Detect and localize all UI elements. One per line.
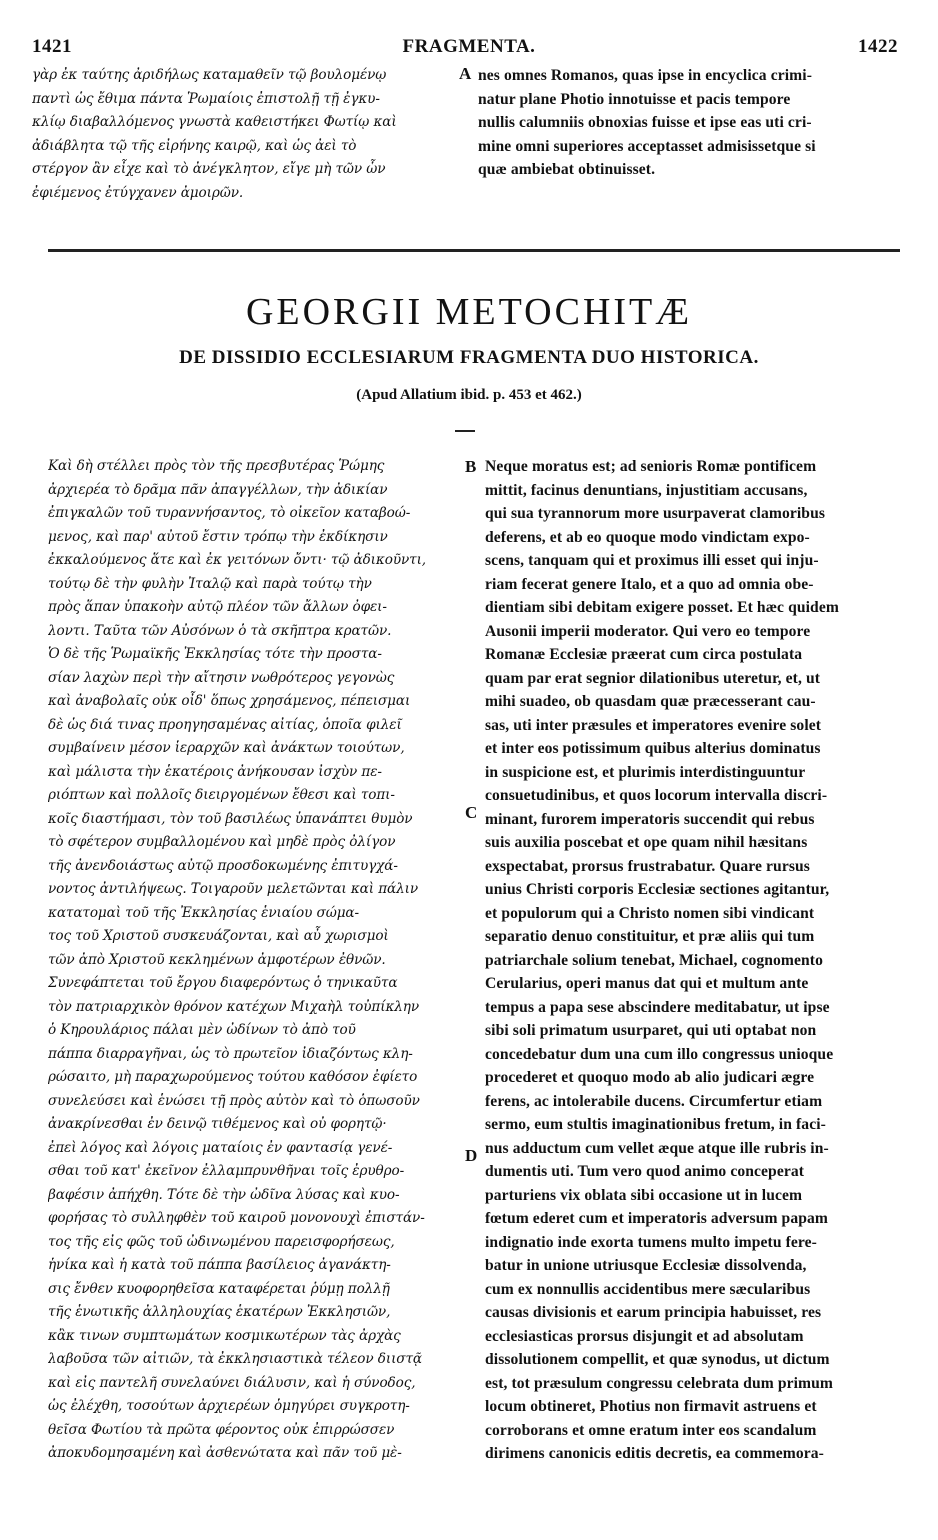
latin-text-line: tempus a papa sese abscindere meditabatur, ut ipse bbox=[485, 998, 830, 1016]
greek-text-line: καὶ μάλιστα τὴν ἑκατέροις ἀνήκουσαν ἰσχὺν πε- bbox=[48, 763, 382, 780]
latin-text-line: dissolutionem compellit, et quæ synodus, ut dictum bbox=[485, 1351, 830, 1368]
latin-text-line: et inter eos potissimum quibus alterius dominatus bbox=[485, 740, 821, 757]
greek-text-line: κλίῳ διαβαλλόμενος γνωστὰ καθειστήκει Φωτίῳ καὶ bbox=[32, 114, 397, 130]
latin-text-line: scens, tanquam qui et proximus illi esset qui inju- bbox=[485, 552, 819, 569]
latin-text-line: ferens, ac intolerabile ducens. Circumfertur etiam bbox=[485, 1092, 823, 1110]
greek-text-line: ἀδιάβλητα τῷ τῆς εἰρήνης καιρῷ, καὶ ὡς ἀεὶ τὸ bbox=[32, 137, 357, 154]
greek-text-line: ἀνακρίνεσθαι ἐν δεινῷ τιθέμενος καὶ οὐ φορητῷ· bbox=[48, 1116, 387, 1132]
greek-text-line: σις ἔνθεν κυοφορηθεῖσα καταφέρεται ῥύμῃ πολλῇ bbox=[48, 1280, 390, 1297]
greek-text-line: Ὁ δὲ τῆς Ῥωμαϊκῆς Ἐκκλησίας τότε τὴν προστα- bbox=[48, 646, 382, 662]
greek-text-line: βαφέσιν ἀπήχθη. Τότε δὲ τὴν ὠδῖνα λύσας καὶ κυο- bbox=[48, 1186, 400, 1203]
latin-text-line: quæ ambiebat obtinuisset. bbox=[478, 161, 656, 178]
greek-text-line: καὶ ἀναβολαῖς οὐκ οἶδ' ὅπως χρησάμενος, πέπεισμαι bbox=[48, 693, 411, 709]
greek-text-line: πρὸς ἅπαν ὑπακοὴν αὐτῷ πλέον τῶν ἄλλων ὀφει- bbox=[48, 599, 387, 615]
greek-text-line: κἂκ τινων συμπτωμάτων κοσμικωτέρων τὰς ἀρχὰς bbox=[48, 1327, 401, 1344]
section-divider-rule bbox=[48, 249, 900, 252]
greek-text-line: στέργον ἂν εἶχε καὶ τὸ ἀνέγκλητον, εἴγε μὴ τῶν ὧν bbox=[32, 161, 386, 177]
greek-text-line: παντὶ ὡς ἔθιμα πάντα Ῥωμαίοις ἐπιστολῇ τῇ ἐγκυ- bbox=[32, 90, 380, 107]
greek-text-line: τούτῳ δὲ τὴν φυλὴν Ἰταλῷ καὶ παρὰ τούτῳ τὴν bbox=[48, 575, 372, 592]
greek-text-line: ἐφιέμενος ἐτύγχανεν ἀμοιρῶν. bbox=[32, 184, 244, 201]
running-title: FRAGMENTA. bbox=[402, 36, 536, 57]
latin-text-line: minant, furorem imperatoris succendit qui rebus bbox=[485, 810, 815, 828]
latin-text-line: dumentis uti. Tum vero quod animo conceperat bbox=[485, 1163, 805, 1180]
latin-text-line: consuetudinibus, et quos locorum intervalla discri- bbox=[485, 787, 828, 804]
greek-text-line: κοῖς διαστήμασι, τὸν τοῦ βασιλέως ὑπανάπτει θυμὸν bbox=[48, 810, 413, 827]
latin-text-line: mine omni superiores acceptasset admisissetque si bbox=[478, 137, 816, 155]
latin-text-line: mittit, facinus denuntians, injustitiam accusans, bbox=[485, 481, 808, 499]
greek-text-line: ἐκκαλούμενος ἅτε καὶ ἐκ γειτόνων ὄντι· τῷ ἀδικοῦντι, bbox=[48, 552, 427, 568]
greek-text-line: καὶ εἰς παντελῆ συνελαύνει διάλυσιν, καὶ ἡ σύνοδος, bbox=[48, 1374, 416, 1391]
latin-text-line: Cerularius, operi manus dat qui et multum ante bbox=[485, 975, 809, 992]
greek-text-line: δὲ ὡς διά τινας προηγησαμένας αἰτίας, ὁποῖα φιλεῖ bbox=[48, 716, 402, 733]
body-latin-column bbox=[485, 455, 905, 1466]
work-subtitle: DE DISSIDIO ECCLESIARUM FRAGMENTA DUO HISTORICA. bbox=[179, 347, 759, 368]
latin-text-line: cum ex nonnullis accidentibus mere sæcularibus bbox=[485, 1280, 811, 1298]
latin-text-line: suis auxilia poscebat et ope quam nihil hæsitans bbox=[485, 834, 808, 851]
greek-text-line: ἐπεὶ λόγος καὶ λόγοις ματαίοις ἐν φαντασίᾳ γενέ- bbox=[48, 1139, 393, 1156]
title-dash bbox=[455, 430, 475, 432]
section-marker-b: B bbox=[465, 457, 477, 476]
latin-text-line: nus adductum cum vellet æque atque ille rubris in- bbox=[485, 1139, 829, 1157]
latin-text-line: Neque moratus est; ad senioris Romæ pontificem bbox=[485, 458, 817, 475]
latin-text-line: batur in unione utriusque Ecclesiæ dissolvenda, bbox=[485, 1257, 807, 1274]
greek-text-line: ριόπτων καὶ πολλοῖς διειργομένων ἔθεσι καὶ τοπι- bbox=[48, 787, 395, 803]
section-marker-c: C bbox=[465, 803, 478, 822]
greek-text-line: ὁ Κηρουλάριος πάλαι μὲν ὠδίνων τὸ ἀπὸ τοῦ bbox=[48, 1022, 356, 1038]
latin-text-line: dientiam sibi debitam exigere posset. Et hæc quidem bbox=[485, 599, 839, 616]
latin-text-line: in suspicione est, et plurimis interdistinguuntur bbox=[485, 763, 806, 781]
latin-text-line: separatio denuo constituitur, et præ aliis qui tum bbox=[485, 928, 815, 945]
greek-text-line: ἐπιγκαλῶν τοῦ τυραννήσαντος, τὸ οἰκεῖον καταβοώ- bbox=[48, 505, 411, 521]
latin-text-line: riam fecerat genere Italo, et a quo ad omnia obe- bbox=[485, 575, 814, 593]
greek-text-line: τῆς ἀνενδοιάστως αὐτῷ προσδοκωμένης ἐπιτυγχά- bbox=[48, 857, 398, 874]
greek-text-line: τος τοῦ Χριστοῦ συσκευάζονται, καὶ αὖ χωρισμοὶ bbox=[48, 928, 389, 944]
latin-text-line: sermo, eum stultis imaginationibus fretum, in faci- bbox=[485, 1116, 826, 1133]
greek-text-line: τὸν πατριαρχικὸν θρόνον κατέχων Μιχαὴλ τοὐπίκλην bbox=[48, 998, 419, 1015]
greek-text-line: ἡνίκα καὶ ἡ κατὰ τοῦ πάππα βασίλειος ἀγανάκτη- bbox=[48, 1257, 391, 1273]
latin-text-line: natur plane Photio innotuisse et pacis tempore bbox=[478, 90, 791, 108]
greek-text-line: φορήσας τὸ συλληφθὲν τοῦ καιροῦ μονονουχὶ ἐπιστάν- bbox=[48, 1210, 425, 1226]
greek-text-line: τῶν ἀπὸ Χριστοῦ κεκλημένων ἀμφοτέρων ἐθνῶν. bbox=[48, 951, 386, 968]
greek-text-line: θεῖσα Φωτίου τὰ πρῶτα φέροντος οὐκ ἐπιρρώσσεν bbox=[48, 1421, 395, 1438]
latin-text-line: sibi soli primatum usurparet, qui uti optabat non bbox=[485, 1022, 817, 1039]
greek-text-line: σθαι τοῦ κατ' ἐκεῖνον ἐλλαμπρυνθῆναι τοῖς ἐρυθρο- bbox=[48, 1163, 405, 1179]
greek-text-line: κατατομαὶ τοῦ τῆς Ἐκκλησίας ἑνιαίου σώμα- bbox=[48, 904, 359, 921]
latin-text-line: Romanæ Ecclesiæ præerat cum circa postulata bbox=[485, 646, 803, 663]
latin-text-line: nullis calumniis obnoxias fuisse et ipse eas uti cri- bbox=[478, 114, 812, 131]
greek-text-line: γὰρ ἐκ ταύτης ἀριδήλως καταμαθεῖν τῷ βουλομένῳ bbox=[32, 67, 387, 83]
latin-text-line: qui sua tyrannorum more usurpaverat clamoribus bbox=[485, 505, 826, 522]
source-citation: (Apud Allatium ibid. p. 453 et 462.) bbox=[356, 387, 582, 403]
greek-text-line: συμβαίνειν μέσον ἱεραρχῶν καὶ ἀνάκτων τοιούτων, bbox=[48, 740, 405, 756]
latin-text-line: fœtum ederet cum et imperatoris adversum papam bbox=[485, 1210, 828, 1227]
latin-text-line: procederet et quoquo modo ab alio judicari ægre bbox=[485, 1069, 815, 1086]
greek-text-line: λαβοῦσα τῶν αἰτιῶν, τὰ ἐκκλησιαστικὰ τέλεον διιστᾷ bbox=[48, 1351, 422, 1367]
greek-text-line: μενος, καὶ παρ' αὐτοῦ ἔστιν τρόπῳ τὴν ἐκδίκησιν bbox=[48, 528, 388, 545]
greek-text-line: συνελεύσει καὶ ἑνώσει τῇ πρὸς αὐτὸν καὶ τὸ ὁπωσοῦν bbox=[48, 1092, 420, 1109]
greek-text-line: Συνεφάπτεται τοῦ ἔργου διαφερόντως ὁ τηνικαῦτα bbox=[48, 975, 398, 991]
page-number-left: 1421 bbox=[32, 36, 72, 57]
greek-text-line: ὡς ἐλέχθη, τοσούτων ἀρχιερέων ὁμηγύρει συγκροτη- bbox=[48, 1398, 410, 1414]
latin-text-line: nes omnes Romanos, quas ipse in encyclica crimi- bbox=[478, 67, 812, 84]
latin-text-line: deferens, et ab eo quoque modo vindictam expo- bbox=[485, 528, 810, 546]
latin-text-line: locum obtineret, Photius non firmavit astruens et bbox=[485, 1398, 817, 1415]
latin-text-line: unius Christi corporis Ecclesiæ sectiones agitantur, bbox=[485, 881, 830, 898]
latin-text-line: est, tot præsulum congressu celebrata dum primum bbox=[485, 1374, 833, 1392]
greek-text-line: νοντος ἀντιλήψεως. Τοιγαροῦν μελετῶνται καὶ πάλιν bbox=[48, 881, 419, 897]
latin-text-line: dirimens canonicis editis decretis, ea commemora- bbox=[485, 1445, 824, 1462]
work-title: GEORGII METOCHITÆ bbox=[245, 291, 693, 333]
greek-text-line: τὸ σφέτερον συμβαλλομένου καὶ μηδὲ πρὸς ὀλίγον bbox=[48, 834, 396, 850]
section-marker-d: D bbox=[465, 1146, 478, 1165]
greek-text-line: ρώσαιτο, μὴ παραχωρούμενος τούτου καθόσον ἐφίετο bbox=[48, 1069, 418, 1085]
latin-text-line: causas divisionis et earum principia habuisset, res bbox=[485, 1304, 822, 1321]
section-marker-a: A bbox=[459, 64, 472, 83]
greek-text-line: τος τῆς εἰς φῶς τοῦ ὠδινωμένου παρεισφορήσεως, bbox=[48, 1233, 395, 1250]
latin-text-line: indignatio inde exorta tumens multo impetu fere- bbox=[485, 1233, 817, 1251]
latin-text-line: quam par erat segnior dilationibus uteretur, et, ut bbox=[485, 669, 821, 687]
latin-text-line: concedebatur dum una cum illo congressus unioque bbox=[485, 1045, 834, 1063]
latin-text-line: ecclesiasticas prorsus disjungit et ad absolutam bbox=[485, 1327, 804, 1345]
top-greek-column bbox=[32, 64, 458, 205]
latin-text-line: et populorum qui a Christo nomen sibi vindicant bbox=[485, 904, 815, 922]
latin-text-line: mihi suadeo, ob quasdam quæ præcesserant cau- bbox=[485, 693, 816, 710]
latin-text-line: exspectabat, prorsus frustrabatur. Quare rursus bbox=[485, 857, 810, 875]
greek-text-line: ἀρχιερέα τὸ δρᾶμα πᾶν ἀπαγγέλλων, τὴν ἀδικίαν bbox=[48, 481, 388, 498]
latin-text-line: Ausonii imperii moderator. Qui vero eo tempore bbox=[485, 622, 811, 640]
page-number-right: 1422 bbox=[858, 36, 898, 57]
greek-text-line: ἀποκυδομησαμένη καὶ ἀσθενώτατα καὶ πᾶν τοῦ μὲ- bbox=[48, 1445, 402, 1461]
latin-text-line: corroborans et omne eratum inter eos scandalum bbox=[485, 1421, 817, 1439]
latin-text-line: sas, uti inter præsules et imperatores evenire solet bbox=[485, 716, 822, 734]
latin-text-line: patriarchale solium tenebat, Michael, cognomento bbox=[485, 951, 824, 969]
greek-text-line: πάππα διαρραγῆναι, ὡς τὸ πρωτεῖον ἰδιαζόντως κλη- bbox=[48, 1045, 413, 1062]
greek-text-line: σίαν λαχὼν περὶ τὴν αἴτησιν νωθρότερος γεγονὼς bbox=[48, 669, 395, 686]
greek-text-line: Καὶ δὴ στέλλει πρὸς τὸν τῆς πρεσβυτέρας Ῥώμης bbox=[48, 458, 385, 474]
latin-text-line: parturiens vix oblata sibi occasione ut in lucem bbox=[485, 1186, 803, 1204]
top-latin-column bbox=[478, 64, 903, 182]
greek-text-line: τῆς ἑνωτικῆς ἀλληλουχίας ἑκατέρων Ἐκκλησιῶν, bbox=[48, 1304, 391, 1320]
body-greek-column bbox=[48, 455, 464, 1466]
greek-text-line: λοντι. Ταῦτα τῶν Αὐσόνων ὁ τὰ σκῆπτρα κρατῶν. bbox=[48, 622, 392, 639]
